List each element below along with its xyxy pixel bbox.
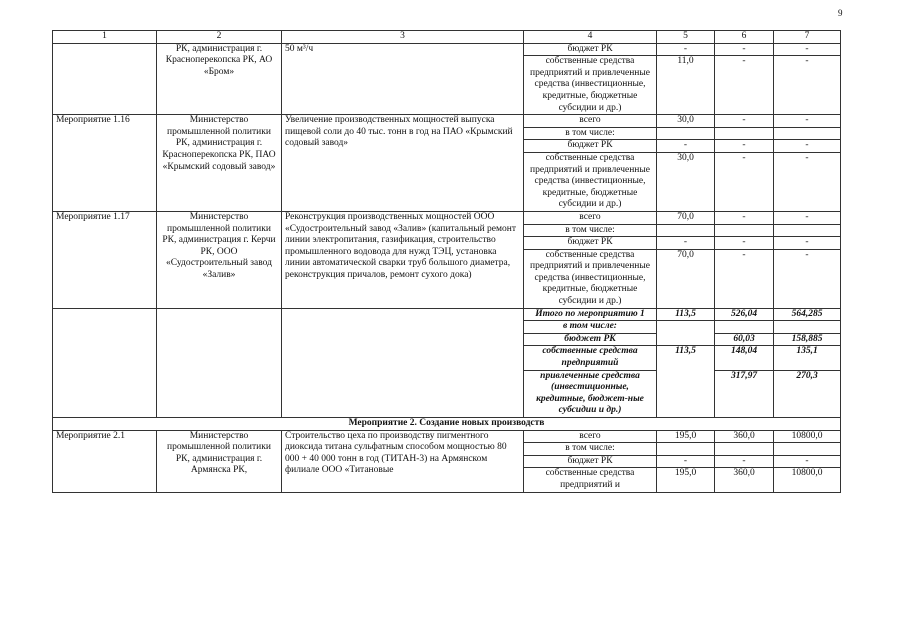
responsible-cell: Министерство промышленной политики РК, администрация г. Керчи РК, ООО «Судостроительный завод «Залив» [157,211,282,308]
value-cell: 360,0 [715,430,774,443]
table-row [53,430,841,443]
total-value: 526,04 [715,308,774,321]
responsible-cell [157,308,282,417]
header-col-3: 3 [282,31,524,44]
responsible-cell: РК, администрация г. Красноперекопска РК, АО «Бром» [157,43,282,115]
value-cell: - [715,140,774,153]
table-row [53,115,841,128]
table-row [53,211,841,224]
total-value: 148,04 [715,346,774,370]
value-cell [774,321,841,334]
event-cell [53,43,157,115]
value-cell: 360,0 [715,468,774,492]
description-cell: Увеличение производственных мощностей выпуска пищевой соли до 40 тыс. тонн в год на ПАО «Крымский содовый завод» [282,115,524,212]
value-cell: - [715,152,774,211]
value-cell [774,127,841,140]
value-cell: 195,0 [657,468,715,492]
responsible-cell: Министерство промышленной политики РК, администрация г. Армянска РК, [157,430,282,492]
value-cell: - [774,43,841,56]
source-cell: бюджет РК [524,140,657,153]
value-cell: - [715,115,774,128]
header-col-4: 4 [524,31,657,44]
value-cell: 195,0 [657,430,715,443]
value-cell: - [715,249,774,308]
source-cell: собственные средства предприятий и [524,468,657,492]
header-col-6: 6 [715,31,774,44]
value-cell: - [715,237,774,250]
event-cell [53,308,157,417]
total-value: 60,03 [715,333,774,346]
table-row [53,43,841,56]
value-cell: - [774,211,841,224]
total-title: Итого по мероприятию 1 [524,308,657,321]
total-attracted-label: привлеченные средства (инвестиционные, кредитные, бюджет-ные субсидии и др.) [524,370,657,417]
value-cell: - [774,152,841,211]
value-cell: 30,0 [657,152,715,211]
value-cell: 10800,0 [774,468,841,492]
value-cell [657,321,715,346]
total-value: 158,885 [774,333,841,346]
value-cell: 10800,0 [774,430,841,443]
total-value: 135,1 [774,346,841,370]
value-cell: - [657,43,715,56]
value-cell [715,224,774,237]
source-cell: в том числе: [524,443,657,456]
total-row [53,308,841,321]
value-cell: - [774,56,841,115]
value-cell [774,224,841,237]
budget-table [52,30,841,493]
header-col-5: 5 [657,31,715,44]
description-cell: Строительство цеха по производству пигментного диоксида титана сульфатным способом мощностью 80 000 + 40 000 тонн в год (ТИТАН-3) на Армянском филиале ООО «Титановые [282,430,524,492]
header-col-1: 1 [53,31,157,44]
value-cell: - [774,115,841,128]
header-col-2: 2 [157,31,282,44]
value-cell: - [657,140,715,153]
responsible-cell: Министерство промышленной политики РК, администрация г. Красноперекопска РК, ПАО «Крымский содовый завод» [157,115,282,212]
section-title: Мероприятие 2. Создание новых производств [53,418,841,431]
value-cell: 11,0 [657,56,715,115]
total-value: 270,3 [774,370,841,417]
value-cell [657,127,715,140]
value-cell: - [657,455,715,468]
value-cell: - [774,140,841,153]
total-including: в том числе: [524,321,657,334]
value-cell: - [715,56,774,115]
source-cell: собственные средства предприятий и привлеченные средства (инвестиционные, кредитные, бюджетные субсидии и др.) [524,152,657,211]
event-cell: Мероприятие 1.16 [53,115,157,212]
total-value: 113,5 [657,308,715,321]
source-cell: бюджет РК [524,43,657,56]
total-own-label: собственные средства предприятий [524,346,657,370]
event-cell: Мероприятие 1.17 [53,211,157,308]
value-cell: 30,0 [657,115,715,128]
header-row [53,31,841,44]
description-cell: 50 м³/ч [282,43,524,115]
source-cell: всего [524,430,657,443]
section-row [53,418,841,431]
value-cell: 70,0 [657,211,715,224]
source-cell: всего [524,211,657,224]
header-col-7: 7 [774,31,841,44]
source-cell: в том числе: [524,127,657,140]
event-cell: Мероприятие 2.1 [53,430,157,492]
value-cell: - [774,455,841,468]
total-value: 317,97 [715,370,774,417]
source-cell: собственные средства предприятий и привлеченные средства (инвестиционные, кредитные, бюджетные субсидии и др.) [524,56,657,115]
value-cell: - [715,43,774,56]
value-cell [715,443,774,456]
value-cell [715,127,774,140]
page-number: 9 [838,8,843,18]
value-cell [715,321,774,334]
value-cell: - [774,249,841,308]
value-cell: - [715,211,774,224]
source-cell: бюджет РК [524,237,657,250]
value-cell: 70,0 [657,249,715,308]
source-cell: бюджет РК [524,455,657,468]
total-budget-label: бюджет РК [524,333,657,346]
value-cell [657,443,715,456]
source-cell: в том числе: [524,224,657,237]
total-value: 113,5 [657,346,715,418]
value-cell: - [657,237,715,250]
source-cell: всего [524,115,657,128]
description-cell [282,308,524,417]
value-cell [774,443,841,456]
source-cell: собственные средства предприятий и привлеченные средства (инвестиционные, кредитные, бюджетные субсидии и др.) [524,249,657,308]
value-cell: - [774,237,841,250]
total-value: 564,285 [774,308,841,321]
value-cell [657,224,715,237]
value-cell: - [715,455,774,468]
description-cell: Реконструкция производственных мощностей ООО «Судостроительный завод «Залив» (капитальный ремонт линии электропитания, газификация, строительство промышленного водовода для нужд ТЭЦ, установка линии автоматической сварки труб большого диаметра, реконструкция причалов, ремонт сухого дока) [282,211,524,308]
